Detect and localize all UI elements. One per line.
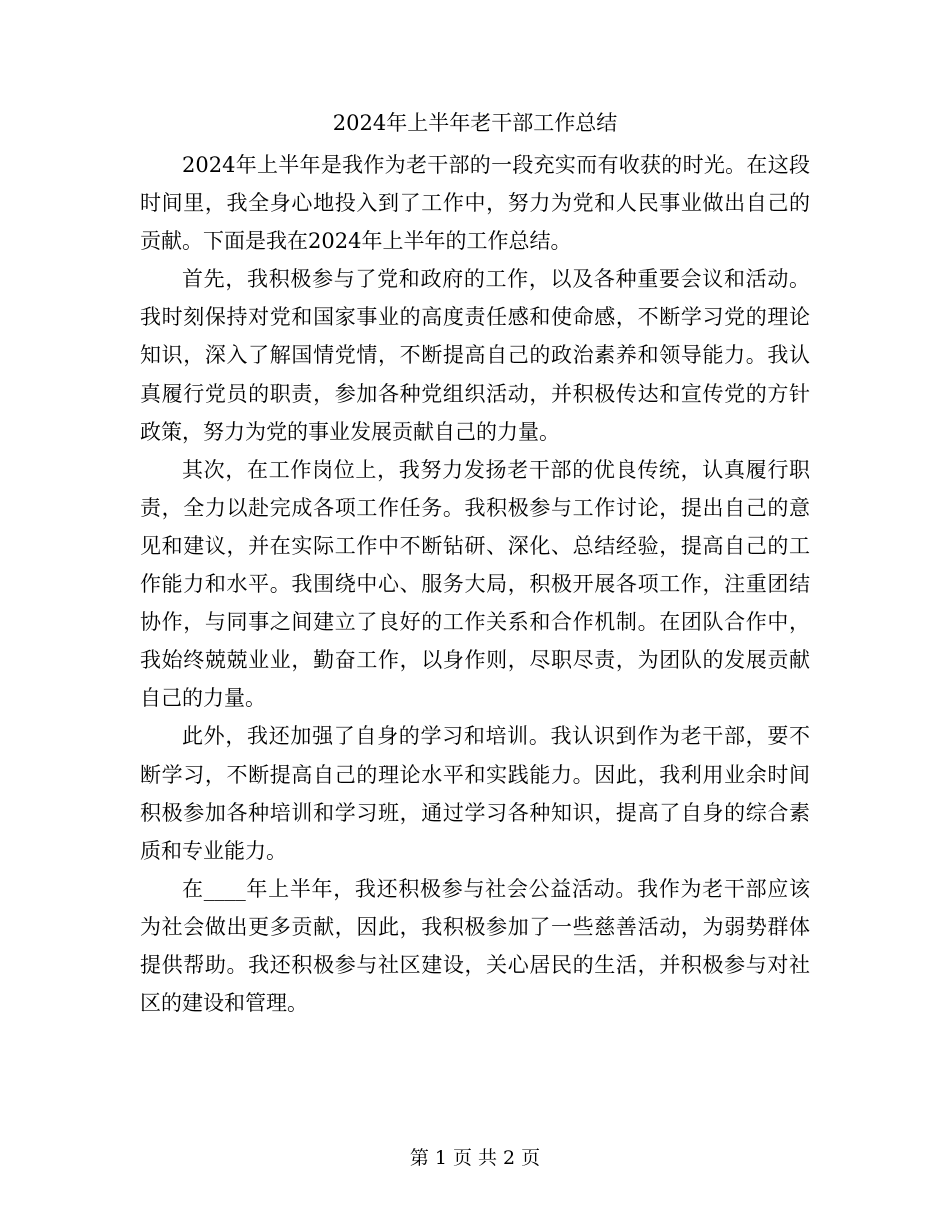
paragraph-job-duties: 其次，在工作岗位上，我努力发扬老干部的优良传统，认真履行职责，全力以赴完成各项工作任务。我积极参与工作讨论，提出自己的意见和建议，并在实际工作中不断钻研、深化、总结经验，提高自己的工作能力和水平。我围绕中心、服务大局，积极开展各项工作，注重团结协作，与同事之间建立了良好的工作关系和合作机制。在团队合作中，我始终兢兢业业，勤奋工作，以身作则，尽职尽责，为团队的发展贡献自己的力量。 [140, 457, 810, 711]
paragraph-public-welfare: 在____年上半年，我还积极参与社会公益活动。我作为老干部应该为社会做出更多贡献，因此，我积极参加了一些慈善活动，为弱势群体提供帮助。我还积极参与社区建设，关心居民的生活，并积极参与对社区的建设和管理。 [140, 876, 810, 1016]
paragraph-intro: 2024年上半年是我作为老干部的一段充实而有收获的时光。在这段时间里，我全身心地投入到了工作中，努力为党和人民事业做出自己的贡献。下面是我在2024年上半年的工作总结。 [140, 153, 810, 254]
paragraph-study-training: 此外，我还加强了自身的学习和培训。我认识到作为老干部，要不断学习，不断提高自己的理论水平和实践能力。因此，我利用业余时间积极参加各种培训和学习班，通过学习各种知识，提高了自身的综合素质和专业能力。 [140, 724, 810, 863]
paragraph-party-work: 首先，我积极参与了党和政府的工作，以及各种重要会议和活动。我时刻保持对党和国家事业的高度责任感和使命感，不断学习党的理论知识，深入了解国情党情，不断提高自己的政治素养和领导能力。我认真履行党员的职责，参加各种党组织活动，并积极传达和宣传党的方针政策，努力为党的事业发展贡献自己的力量。 [140, 267, 810, 444]
document-body [140, 146, 810, 1022]
document-title: 2024年上半年老干部工作总结 [332, 111, 618, 135]
page-number-footer: 第 1 页 共 2 页 [409, 1147, 541, 1169]
